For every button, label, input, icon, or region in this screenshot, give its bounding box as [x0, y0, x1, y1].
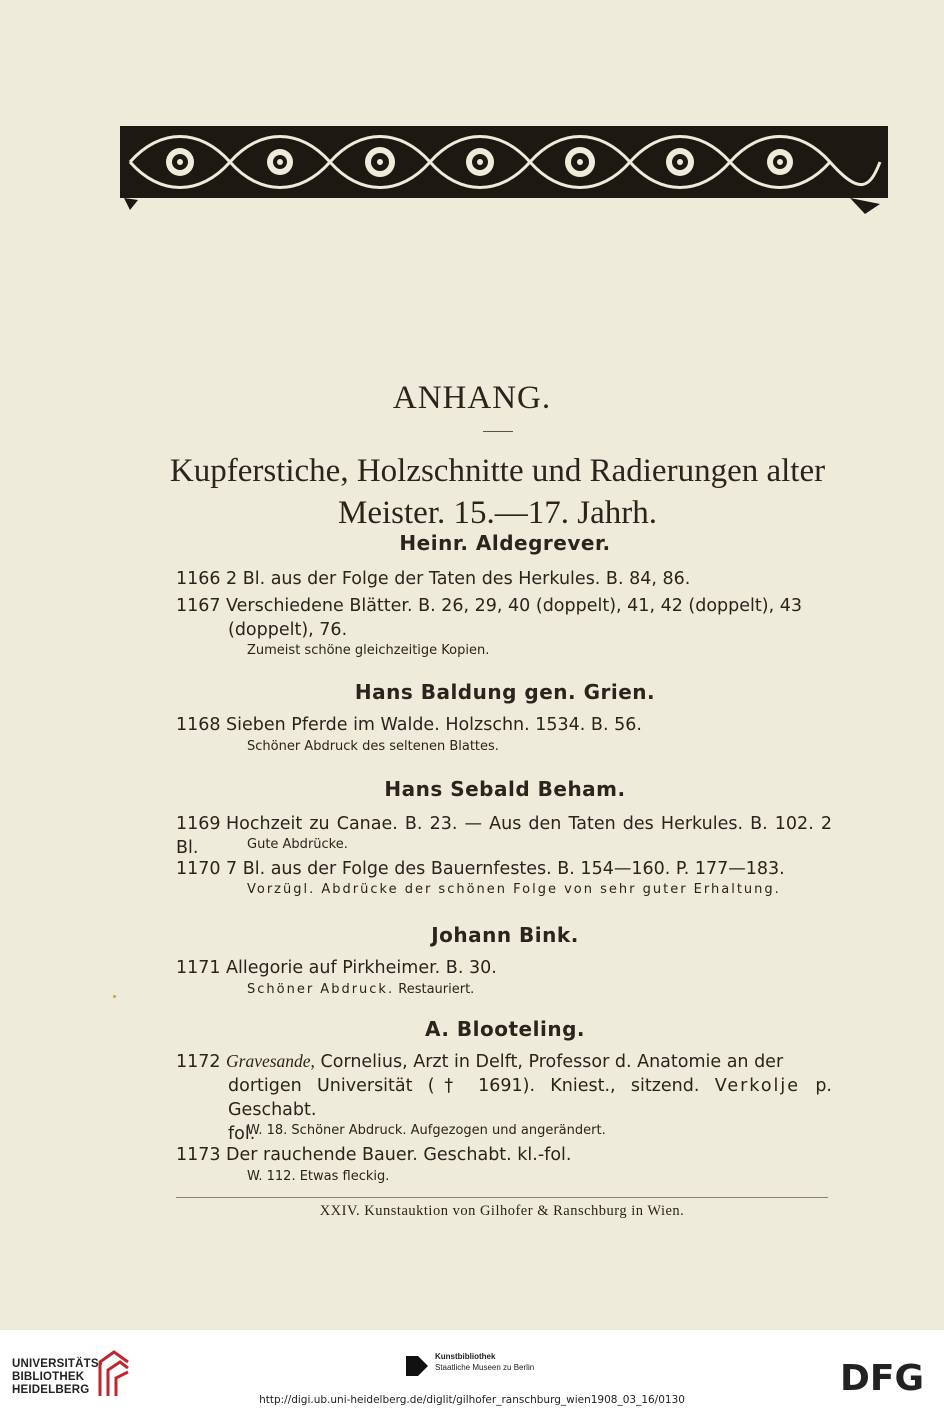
- kb-logo-line: Staatliche Museen zu Berlin: [435, 1363, 535, 1372]
- lot-format: fol.: [228, 1124, 256, 1144]
- lot-number: 1173: [176, 1145, 221, 1165]
- lot-text: Allegorie auf Pirkheimer. B. 30.: [226, 958, 497, 978]
- uni-logo-line: UNIVERSITÄTS-: [12, 1358, 103, 1370]
- lot-note-plain: Restauriert.: [398, 982, 475, 997]
- lot-number: 1167: [176, 596, 221, 616]
- page-title: Kupferstiche, Holzschnitte und Radierungen alter Meister. 15.—17. Jahrh.: [169, 453, 826, 531]
- lot-number: 1171: [176, 958, 221, 978]
- uni-logo-line: HEIDELBERG: [12, 1384, 90, 1396]
- lot-text: 2 Bl. aus der Folge der Taten des Herkules. B. 84, 86.: [226, 569, 691, 589]
- uni-library-logo: [12, 1358, 103, 1397]
- lot-note: [247, 981, 847, 998]
- page-footer: XXIV. Kunstauktion von Gilhofer & Ranschburg in Wien.: [319, 1203, 685, 1219]
- artist-heading: Hans Sebald Beham.: [384, 777, 626, 801]
- lot-note: Vorzügl. Abdrücke der schönen Folge von sehr guter Erhaltung.: [247, 882, 781, 897]
- lot-entry: [176, 567, 832, 591]
- lot-text-continued: [176, 1074, 832, 1122]
- lot-note: Schöner Abdruck des seltenen Blattes.: [247, 739, 499, 754]
- lot-entry: [176, 594, 832, 642]
- kb-logo-line: Kunstbibliothek: [435, 1352, 496, 1361]
- uni-library-mark-icon: [96, 1348, 132, 1400]
- lot-note: Zumeist schöne gleichzeitige Kopien.: [247, 643, 490, 658]
- lot-text-part: p. Geschabt.: [228, 1076, 832, 1120]
- lot-number: 1169: [176, 814, 221, 834]
- kunstbibliothek-logo: [435, 1351, 534, 1373]
- lot-note: W. 112. Etwas fleckig.: [247, 1169, 390, 1184]
- decorative-vine-border: [120, 118, 888, 218]
- artist-heading: Hans Baldung gen. Grien.: [354, 680, 656, 704]
- artist-heading: A. Blooteling.: [425, 1017, 585, 1041]
- dfg-logo-text: DFG: [840, 1358, 925, 1394]
- lot-note-spaced: Schöner Abdruck.: [247, 982, 395, 997]
- lot-text: 7 Bl. aus der Folge des Bauernfestes. B. 154—160. P. 177—183.: [226, 859, 785, 879]
- lot-note: W. 18. Schöner Abdruck. Aufgezogen und angerändert.: [247, 1123, 606, 1138]
- footer-rule: [176, 1197, 828, 1198]
- sitter-name: Gravesande,: [226, 1051, 315, 1071]
- lot-text-continued: (doppelt), 76.: [228, 620, 348, 640]
- artist-heading: Heinr. Aldegrever.: [399, 531, 611, 555]
- lot-number: 1166: [176, 569, 221, 589]
- lot-number: 1170: [176, 859, 221, 879]
- lot-note: Gute Abdrücke.: [247, 837, 348, 852]
- source-url[interactable]: http://digi.ub.uni-heidelberg.de/diglit/gilhofer_ranschburg_wien1908_03_16/0130: [259, 1394, 685, 1406]
- lot-number: 1172: [176, 1052, 221, 1072]
- lot-text: Verschiedene Blätter. B. 26, 29, 40 (doppelt), 41, 42 (doppelt), 43: [226, 596, 802, 616]
- dfg-logo: [840, 1358, 932, 1394]
- lot-text: Hochzeit zu Canae. B. 23. — Aus den Taten des Herkules. B. 102. 2 Bl.: [176, 814, 832, 858]
- engraver-name: Verkolje: [714, 1076, 801, 1096]
- lot-entry: [176, 956, 832, 980]
- lot-text-part: dortigen Universität († 1691). Kniest., sitzend.: [228, 1076, 700, 1096]
- kunstbibliothek-mark-icon: [404, 1352, 430, 1378]
- heading-rule: [483, 431, 513, 432]
- paper-speck: [113, 995, 116, 998]
- lot-number: 1168: [176, 715, 221, 735]
- lot-entry: [176, 713, 832, 737]
- lot-text: Sieben Pferde im Walde. Holzschn. 1534. B. 56.: [226, 715, 642, 735]
- lot-text: Cornelius, Arzt in Delft, Professor d. Anatomie an der: [320, 1052, 784, 1072]
- lot-entry: [176, 857, 832, 881]
- artist-heading: Johann Bink.: [431, 923, 579, 947]
- appendix-heading: ANHANG.: [392, 380, 552, 416]
- lot-text: Der rauchende Bauer. Geschabt. kl.-fol.: [226, 1145, 572, 1165]
- lot-entry: [176, 1143, 832, 1167]
- uni-logo-line: BIBLIOTHEK: [12, 1371, 85, 1383]
